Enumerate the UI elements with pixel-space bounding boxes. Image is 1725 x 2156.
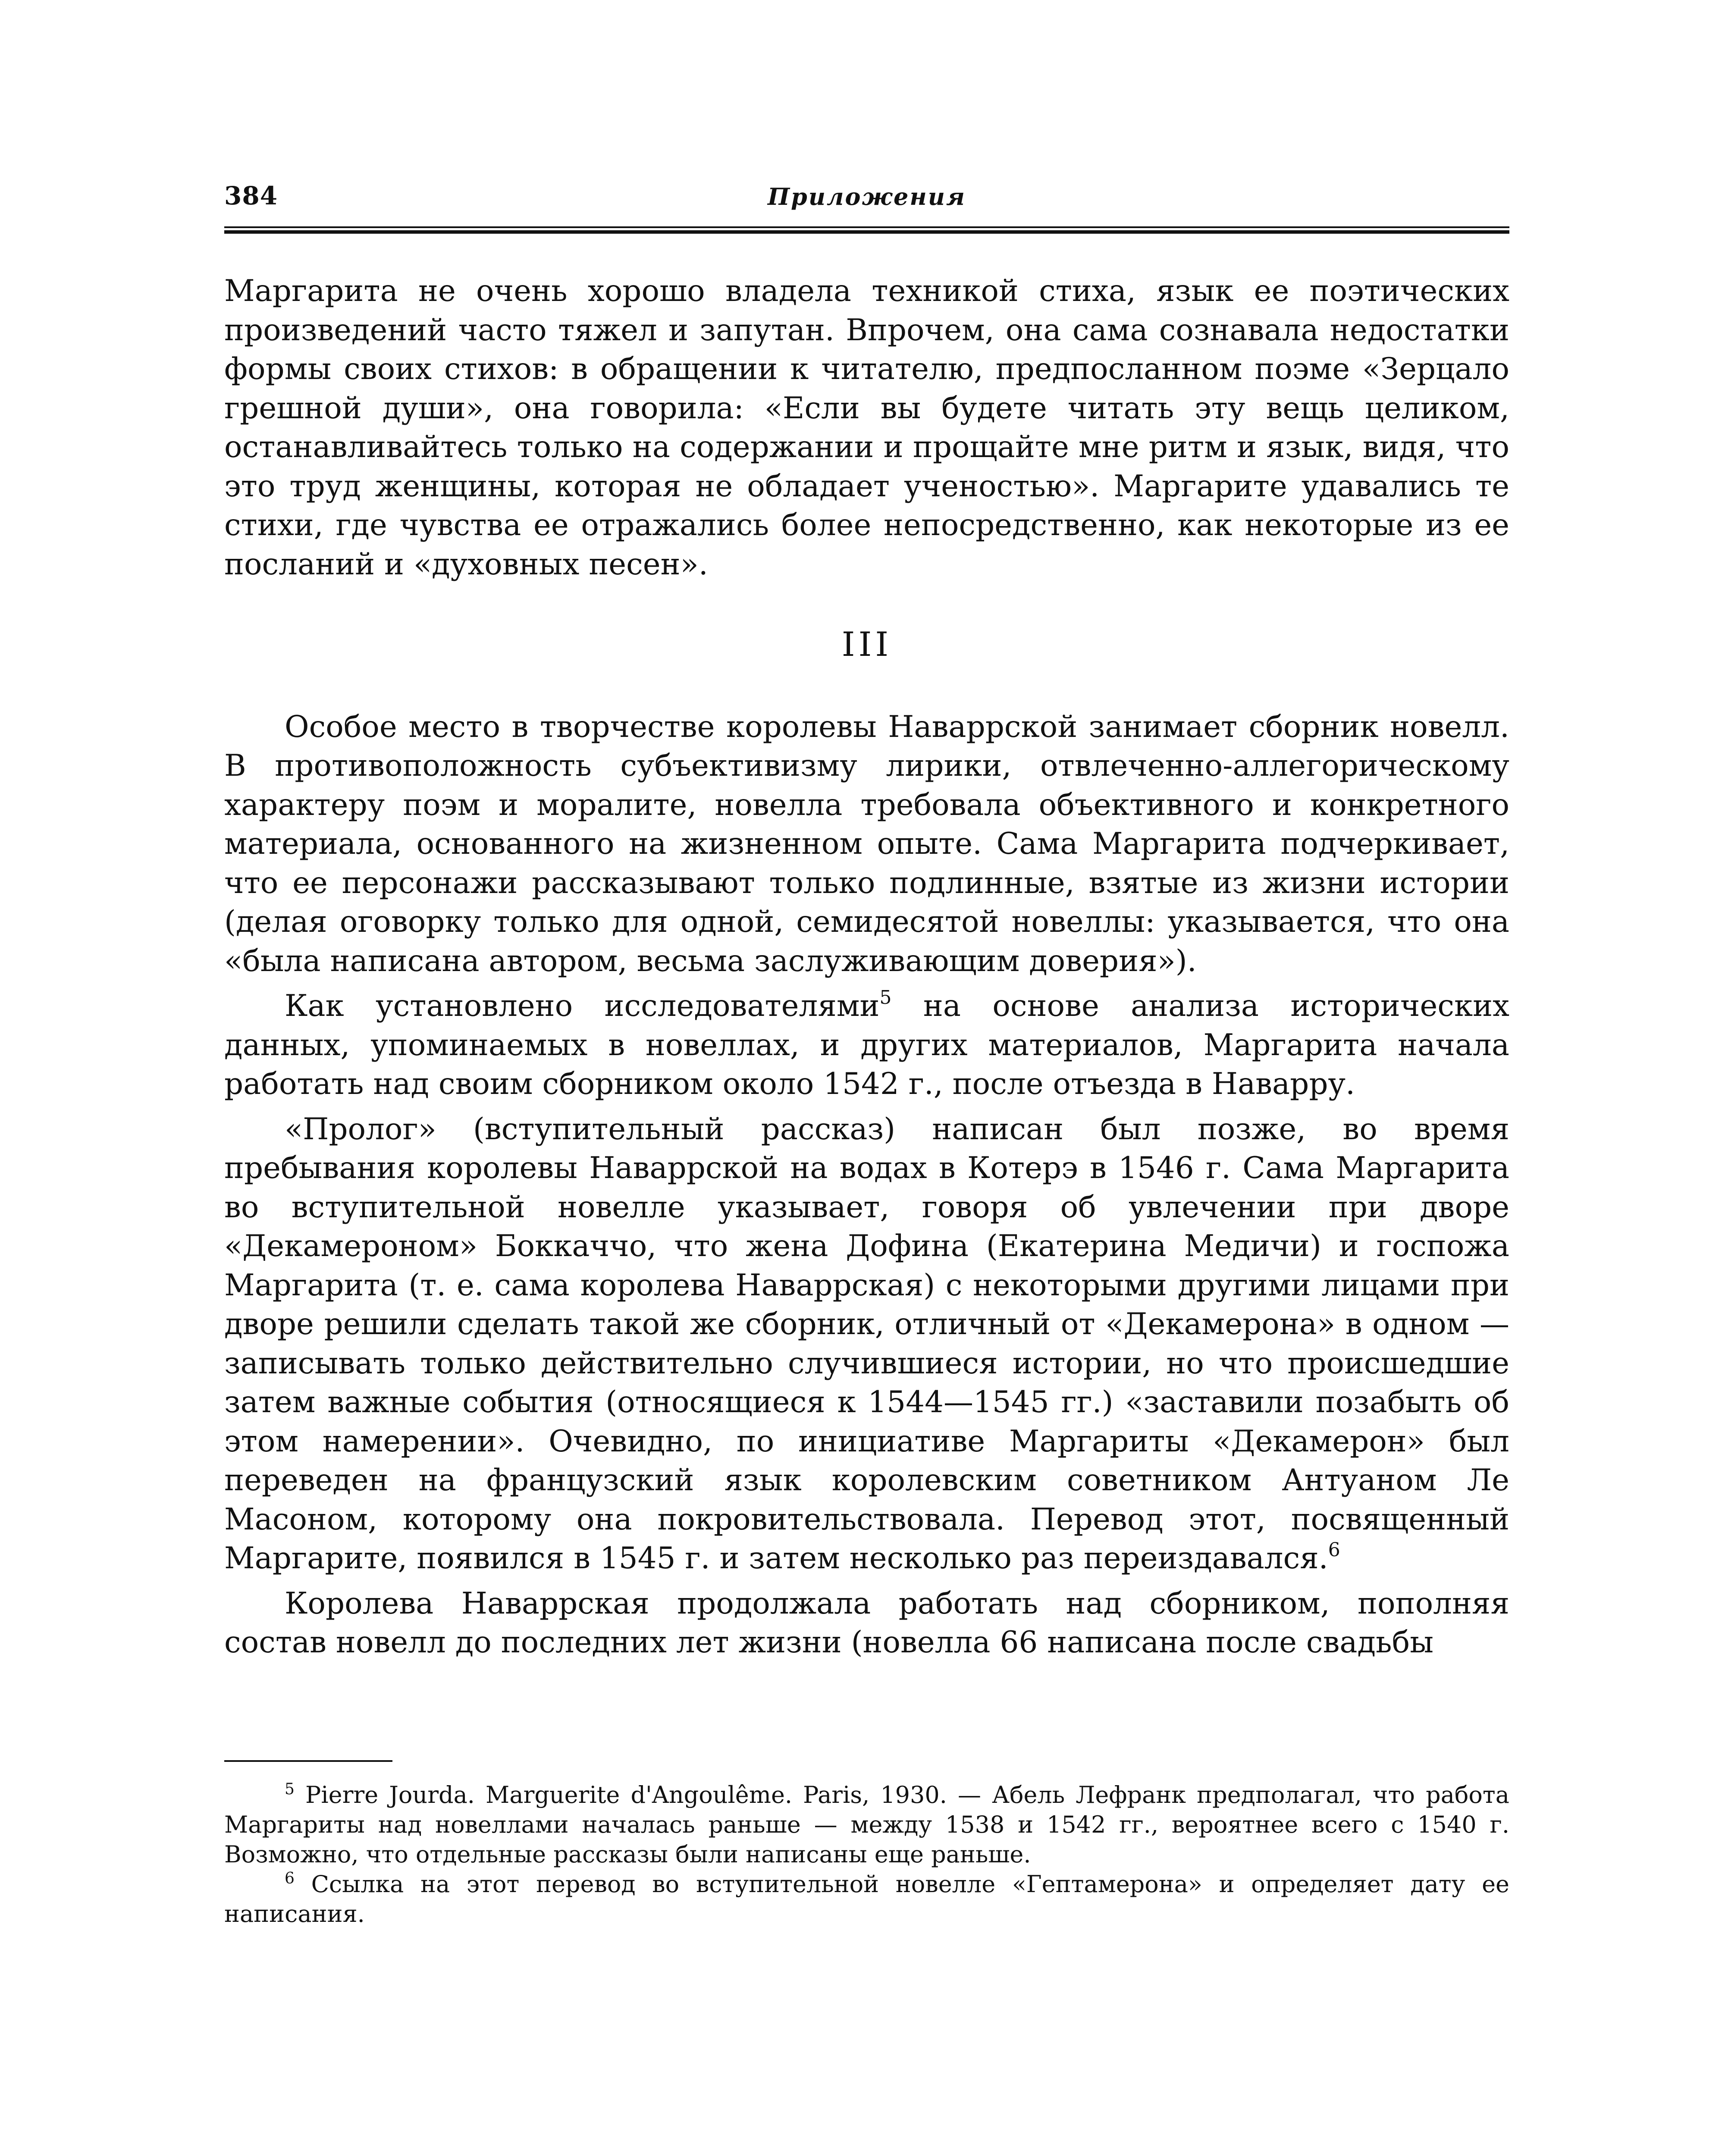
paragraph-1: Маргарита не очень хорошо владела техникой стиха, язык ее поэтических произведений часто тяжел и запутан. Впрочем, она сама сознавала недостатки формы своих стихов: в обращении к читателю, предпосланном поэме «Зерцало грешной души», она говорила: «Если вы будете читать эту вещь целиком, останавливайтесь только на содержании и прощайте мне ритм и язык, видя, что это труд женщины, которая не обладает ученостью». Маргарите удавались те стихи, где чувства ее отражались более непосредственно, как некоторые из ее посланий и «духовных песен». — [224, 274, 1509, 582]
paragraph-3-text-a: Как установлено исследователями — [285, 989, 880, 1023]
header-rule — [224, 226, 1509, 234]
chapter-number: III — [841, 625, 892, 664]
footnote-5-mark: 5 — [285, 1780, 295, 1798]
paragraph-4 — [224, 1110, 1509, 1578]
footnotes — [224, 1780, 1509, 1929]
footnote-5-text: Pierre Jourda. Marguerite d'Angoulême. Paris, 1930. — Абель Лефранк предполагал, что работа Маргариты над новеллами началась раньше — между 1538 и 1542 гг., вероятнее всего с 1540 г. Возможно, что отдельные рассказы были написаны еще раньше. — [224, 1781, 1510, 1868]
footnote-6-mark: 6 — [285, 1870, 295, 1887]
paragraph-3-text-b: на основе анализа исторических данных, упоминаемых в новеллах, и других материалов, Маргарита начала работать над своим сборником около 1542 г., после отъезда в Наварру. — [224, 989, 1509, 1101]
header-rule-thin — [224, 226, 1509, 228]
footnote-ref-5[interactable]: 5 — [879, 987, 892, 1009]
header-rule-thick — [224, 230, 1509, 234]
running-head — [224, 181, 1509, 216]
footnote-ref-6[interactable]: 6 — [1328, 1539, 1340, 1561]
footnote-separator — [224, 1760, 392, 1762]
footnote-5 — [224, 1780, 1509, 1869]
footnote-6-text: Ссылка на этот перевод во вступительной новелле «Гептамерона» и определяет дату ее написания. — [224, 1871, 1509, 1927]
paragraph-3 — [224, 987, 1509, 1104]
paragraph-4-text: «Пролог» (вступительный рассказ) написан был позже, во время пребывания королевы Наваррской на водах в Котерэ в 1546 г. Сама Маргарита во вступительной новелле указывает, говоря об увлечении при дворе «Декамероном» Боккаччо, что жена Дофина (Екатерина Медичи) и госпожа Маргарита (т. е. сама королева Наваррская) с некоторыми другими лицами при дворе решили сделать такой же сборник, отличный от «Декамерона» в одном — записывать только действительно случившиеся истории, но что происшедшие затем важные события (относящиеся к 1544—1545 гг.) «заставили позабыть об этом намерении». Очевидно, по инициативе Маргариты «Декамерон» был переведен на французский язык королевским советником Антуаном Ле Масоном, которому она покровительствовала. Перевод этот, посвященный Маргарите, появился в 1545 г. и затем несколько раз переиздавался. — [224, 1112, 1509, 1576]
footnote-6 — [224, 1869, 1509, 1929]
paragraph-2: Особое место в творчестве королевы Наваррской занимает сборник новелл. В противоположность субъективизму лирики, отвлеченно-аллегорическому характеру поэм и моралите, новелла требовала объективного и конкретного материала, основанного на жизненном опыте. Сама Маргарита подчеркивает, что ее персонажи рассказывают только подлинные, взятые из жизни истории (делая оговорку только для одной, семидесятой новеллы: указывается, что она «была написана автором, весьма заслуживающим доверия»). — [224, 709, 1509, 978]
section-title: Приложения — [767, 183, 966, 210]
page-number: 384 — [224, 181, 278, 210]
paragraph-5: Королева Наваррская продолжала работать над сборником, пополняя состав новелл до последних лет жизни (новелла 66 написана после свадьбы — [224, 1586, 1509, 1660]
book-page — [224, 0, 1509, 2156]
body-text — [224, 272, 1509, 1662]
